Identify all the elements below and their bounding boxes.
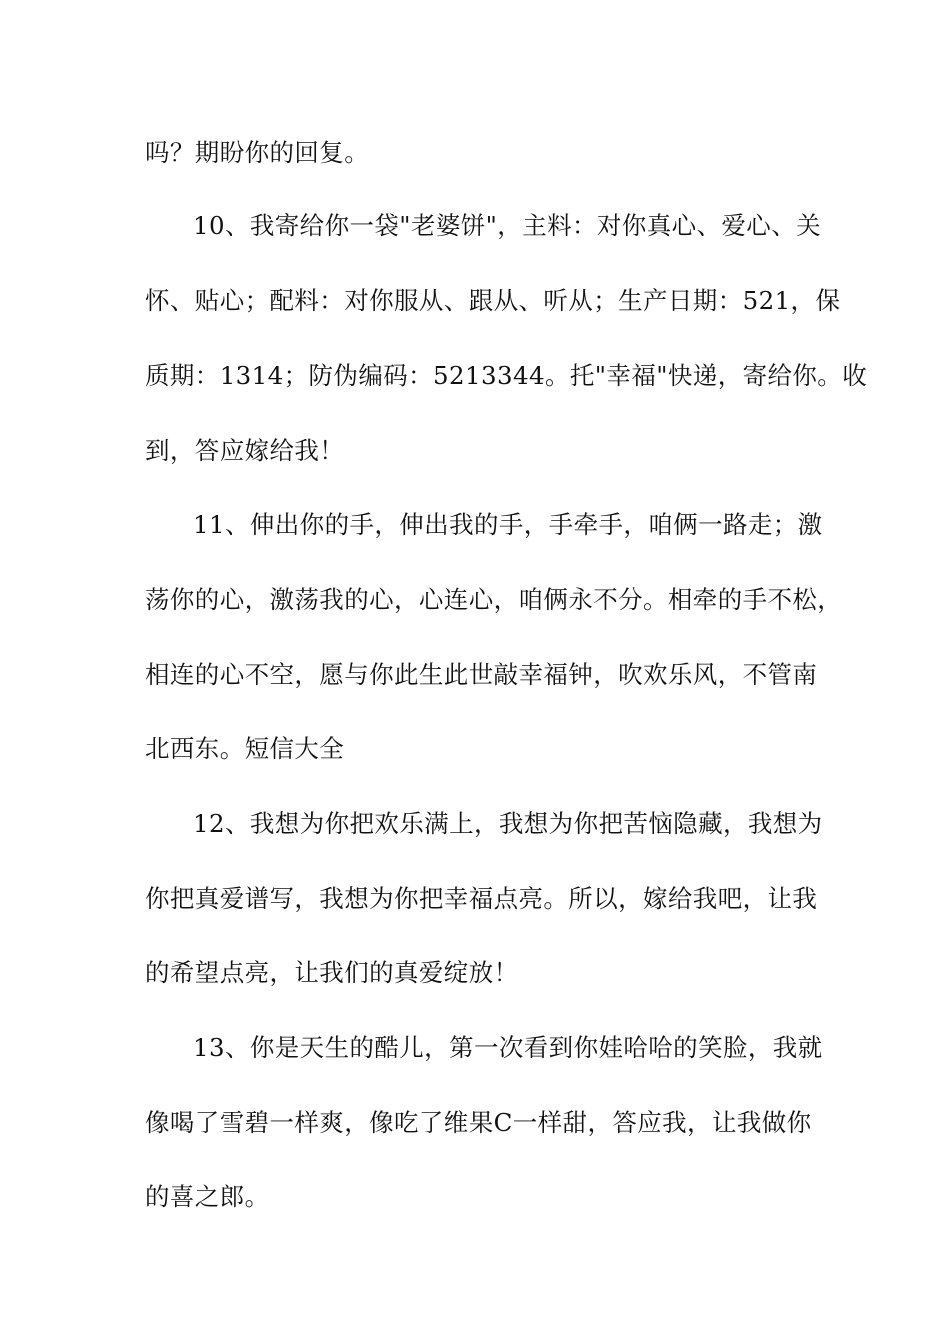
paragraph-13-line: 13、你是天生的酷儿，第一次看到你娃哈哈的笑脸，我就 (193, 1033, 823, 1062)
text-line: 质期：1314；防伪编码：5213344。托"幸福"快递，寄给你。收 (145, 361, 868, 390)
text-line: 相连的心不空，愿与你此生此世敲幸福钟，吹欢乐风，不管南 (145, 660, 818, 689)
text-line: 到，答应嫁给我！ (145, 436, 345, 465)
paragraph-11-line: 11、伸出你的手，伸出我的手，手牵手，咱俩一路走；激 (193, 510, 823, 539)
text-line: 你把真爱谱写，我想为你把幸福点亮。所以，嫁给我吧，让我 (145, 884, 818, 913)
text-line: 的希望点亮，让我们的真爱绽放！ (145, 958, 519, 987)
text-line: 怀、贴心；配料：对你服从、跟从、听从；生产日期：521，保 (145, 286, 841, 315)
text-line: 的喜之郎。 (145, 1182, 270, 1211)
text-line: 像喝了雪碧一样爽，像吃了维果C一样甜，答应我，让我做你 (145, 1108, 812, 1137)
paragraph-12-line: 12、我想为你把欢乐满上，我想为你把苦恼隐藏，我想为 (193, 809, 823, 838)
text-line: 吗？期盼你的回复。 (145, 138, 370, 167)
text-line: 荡你的心，激荡我的心，心连心，咱俩永不分。相牵的手不松， (145, 585, 843, 614)
paragraph-10-line: 10、我寄给你一袋"老婆饼"，主料：对你真心、爱心、关 (193, 211, 822, 240)
text-line: 北西东。短信大全 (145, 734, 345, 763)
